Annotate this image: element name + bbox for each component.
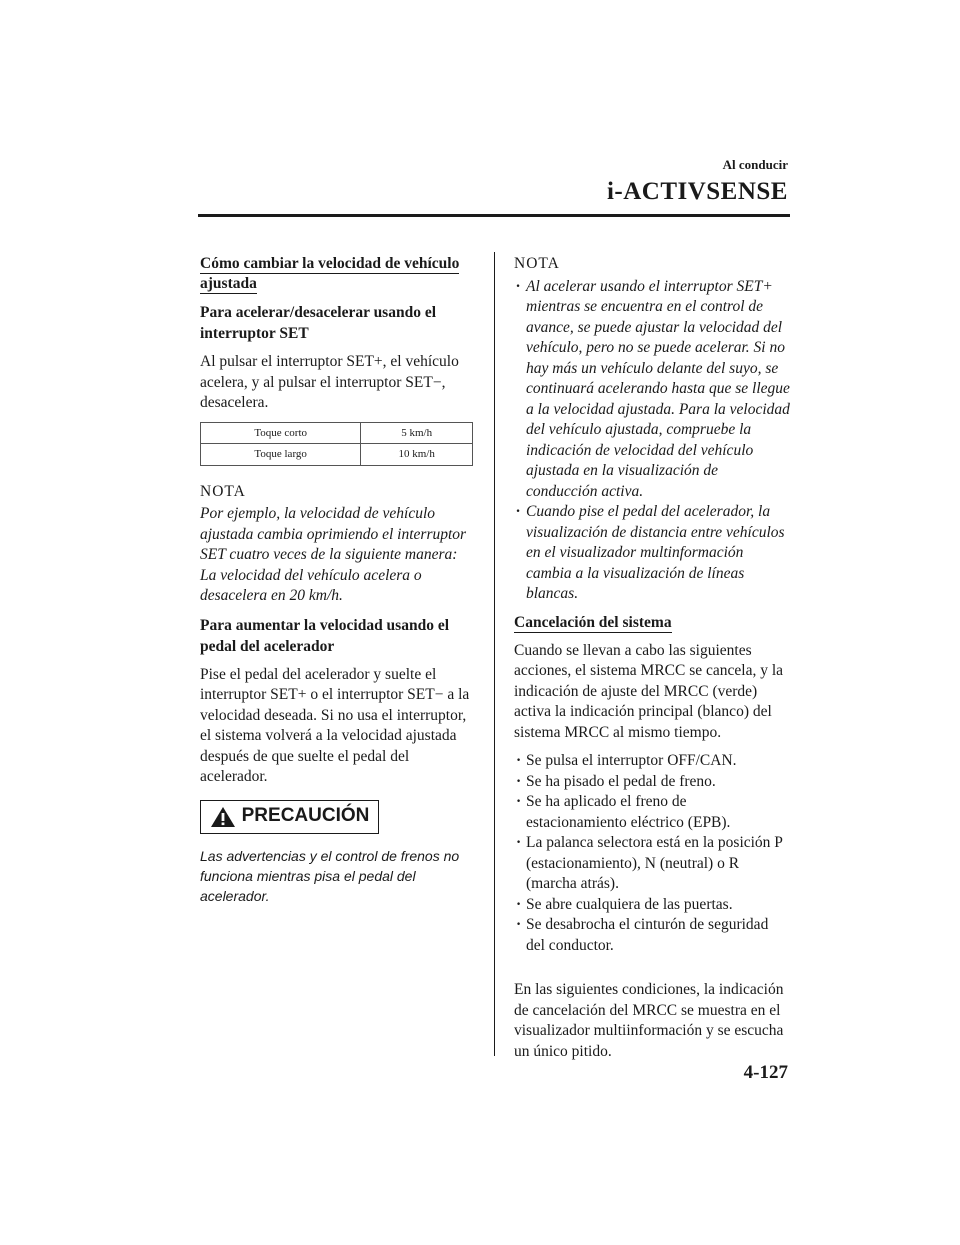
list-item: · Se ha aplicado el freno de estacionamiento eléctrico (EPB). xyxy=(514,792,790,833)
right-column xyxy=(514,254,790,1070)
table-cell-label: Toque corto xyxy=(201,422,361,444)
section-title: i-ACTIVSENSE xyxy=(606,178,788,205)
paragraph-set-switch: Al pulsar el interruptor SET+, el vehículo acelera, y al pulsar el interruptor SET−, desacelera. xyxy=(200,353,459,411)
list-item: · Cuando pise el pedal del acelerador, la visualización de distancia entre vehículos en el visualizador multinformación cambia a la visualización de líneas blancas. xyxy=(514,502,790,605)
note-text: Por ejemplo, la velocidad de vehículo ajustada cambia oprimiendo el interruptor SET cuatro veces de la siguiente manera: La velocidad del vehículo acelera o desacelera en 20 km/h. xyxy=(200,505,467,604)
table-cell-label: Toque largo xyxy=(201,444,361,466)
list-item: · Al acelerar usando el interruptor SET+ mientras se encuentra en el control de avance, se puede ajustar la velocidad del vehículo, pero no se puede acelerar. Si no hay más un vehículo delante del suyo, se continuará acelerando hasta que se llegue a la velocidad ajustada. Para la velocidad del vehículo ajustada, compruebe la indicación de velocidad del vehículo ajustada en la visualización de conducción activa. xyxy=(514,277,790,503)
paragraph-cancel-indication: En las siguientes condiciones, la indicación de cancelación del MRCC se muestra en el visualizador multiinformación y se escucha un único pitido. xyxy=(514,981,784,1060)
cancel-conditions-list xyxy=(514,751,790,956)
caution-title: PRECAUCIÓN xyxy=(241,805,370,827)
list-item: · Se pulsa el interruptor OFF/CAN. xyxy=(514,751,790,772)
chapter-title: Al conducir xyxy=(722,157,788,172)
caution-banner xyxy=(200,800,379,834)
list-item: · La palanca selectora está en la posición P (estacionamiento), N (neutral) o R (marcha atrás). xyxy=(514,833,790,895)
header-divider xyxy=(198,214,790,217)
page-number: 4-127 xyxy=(743,1062,788,1083)
note-label: NOTA xyxy=(514,255,560,272)
list-item: · Se ha pisado el pedal de freno. xyxy=(514,772,790,793)
caution-text: Las advertencias y el control de frenos no funciona mientras pisa el pedal del acelerador. xyxy=(200,847,460,904)
section-heading-cancel: Cancelación del sistema xyxy=(514,613,672,631)
table-row xyxy=(201,444,473,466)
section-heading-change-speed: Cómo cambiar la velocidad de vehículo ajustada xyxy=(200,255,460,292)
subheading-accelerator: Para aumentar la velocidad usando el pedal del acelerador xyxy=(200,616,450,655)
table-cell-value: 5 km/h xyxy=(361,422,473,444)
table-cell-value: 10 km/h xyxy=(361,444,473,466)
column-divider xyxy=(494,252,495,1056)
paragraph-cancel: Cuando se llevan a cabo las siguientes acciones, el sistema MRCC se cancela, y la indicación de ajuste del MRCC (verde) activa la indicación principal (blanco) del sistema MRCC al mismo tiempo. xyxy=(514,641,784,741)
paragraph-accelerator: Pise el pedal del acelerador y suelte el interruptor SET+ o el interruptor SET− a la velocidad deseada. Si no usa el interruptor, el sistema volverá a la velocidad ajustada después de que suelte el pedal del acelerador. xyxy=(200,665,470,785)
table-row xyxy=(201,422,473,444)
note-label: NOTA xyxy=(200,482,246,500)
list-item: · Se desabrocha el cinturón de seguridad del conductor. xyxy=(514,915,790,956)
list-item: · Se abre cualquiera de las puertas. xyxy=(514,895,790,916)
warning-triangle-icon xyxy=(210,806,236,828)
subheading-set-switch: Para acelerar/desacelerar usando el interruptor SET xyxy=(200,304,437,342)
speed-step-table xyxy=(200,422,473,466)
left-column xyxy=(200,254,474,906)
note-list xyxy=(514,277,790,605)
